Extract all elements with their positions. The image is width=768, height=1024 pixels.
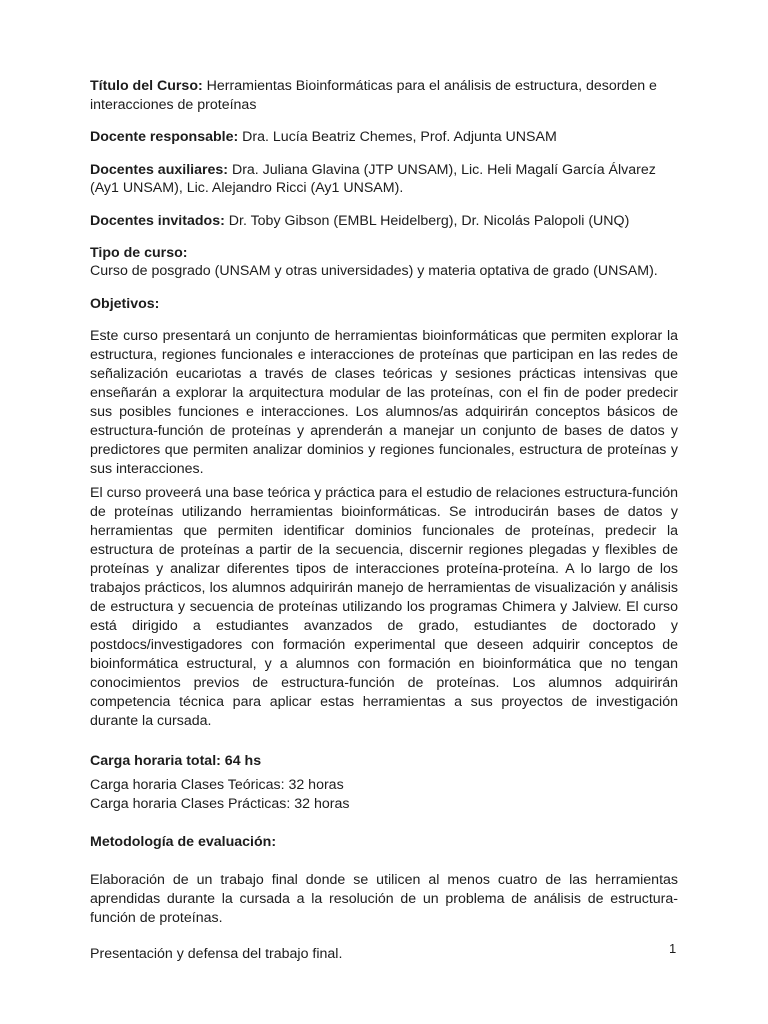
- assistant-teachers-label: Docentes auxiliares:: [90, 161, 228, 178]
- evaluation-item: Elaboración de un trabajo final donde se utilicen al menos cuatro de las herramientas aprendidas durante la cursada a la resolución de un problema de análisis de estructura-función de proteínas.: [90, 871, 678, 926]
- course-title-value: Herramientas Bioinformáticas para el análisis de estructura, desorden e interacciones de proteínas: [90, 78, 657, 113]
- course-title-line: [90, 77, 678, 114]
- practice-hours: Carga horaria Clases Prácticas: 32 horas: [90, 795, 350, 812]
- guest-teachers-value: Dr. Toby Gibson (EMBL Heidelberg), Dr. Nicolás Palopoli (UNQ): [224, 212, 630, 229]
- document-body: [90, 77, 678, 963]
- assistant-teachers-value: Dra. Juliana Glavina (JTP UNSAM), Lic. Heli Magalí García Álvarez (Ay1 UNSAM), Lic. Alejandro Ricci (Ay1 UNSAM).: [90, 161, 656, 197]
- page-number: 1: [669, 941, 677, 956]
- total-hours-heading: Carga horaria total: 64 hs: [90, 753, 262, 770]
- objectives-heading: Objetivos:: [90, 295, 160, 312]
- objectives-paragraph: El curso proveerá una base teórica y práctica para el estudio de relaciones estructura-función de proteínas utilizando herramientas bioinformáticas. Se introducirán bases de datos y herramientas que permiten identificar dominios funcionales de proteínas, predecir la estructura de proteínas a partir de la secuencia, discernir regiones plegadas y flexibles de proteínas y analizar diferentes tipos de interacciones proteína-proteína. A lo largo de los trabajos prácticos, los alumnos adquirirán manejo de herramientas de visualización y análisis de estructura y secuencia de proteínas utilizando los programas Chimera y Jalview. El curso está dirigido a estudiantes avanzados de grado, estudiantes de doctorado y postdocs/investigadores con formación experimental que deseen adquirir conceptos de bioinformática estructural, y a alumnos con formación en bioinformática que no tengan conocimientos previos de estructura-función de proteínas. Los alumnos adquirirán competencia técnica para aplicar estas herramientas a sus proyectos de investigación durante la cursada.: [90, 485, 678, 730]
- responsible-teacher-line: [90, 128, 678, 147]
- course-type-section: [90, 244, 678, 281]
- theory-hours: Carga horaria Clases Teóricas: 32 horas: [90, 776, 344, 793]
- objectives-paragraph: Este curso presentará un conjunto de herramientas bioinformáticas que permiten explorar la estructura, regiones funcionales e interacciones de proteínas que participan en las redes de señalización eucariotas a través de clases teóricas y sesiones prácticas intensivas que enseñarán a explorar la arquitectura modular de las proteínas, con el fin de poder predecir sus posibles funciones e interacciones. Los alumnos/as adquirirán conceptos básicos de estructura-función de proteínas y aprenderán a manejar un conjunto de bases de datos y predictores que permiten analizar dominios y regiones funcionales, estructura de proteínas y sus interacciones.: [90, 328, 678, 478]
- course-type-value: Curso de posgrado (UNSAM y otras universidades) y materia optativa de grado (UNSAM).: [90, 263, 658, 280]
- course-type-label: Tipo de curso:: [90, 244, 188, 261]
- guest-teachers-line: [90, 212, 678, 231]
- guest-teachers-label: Docentes invitados:: [90, 212, 225, 229]
- evaluation-item: Presentación y defensa del trabajo final.: [90, 945, 343, 962]
- hours-breakdown: [90, 776, 678, 813]
- course-title-label: Título del Curso:: [90, 78, 203, 94]
- responsible-teacher-label: Docente responsable:: [90, 129, 239, 146]
- assistant-teachers-line: [90, 161, 678, 198]
- evaluation-heading: Metodología de evaluación:: [90, 834, 277, 851]
- responsible-teacher-value: Dra. Lucía Beatriz Chemes, Prof. Adjunta UNSAM: [238, 129, 557, 146]
